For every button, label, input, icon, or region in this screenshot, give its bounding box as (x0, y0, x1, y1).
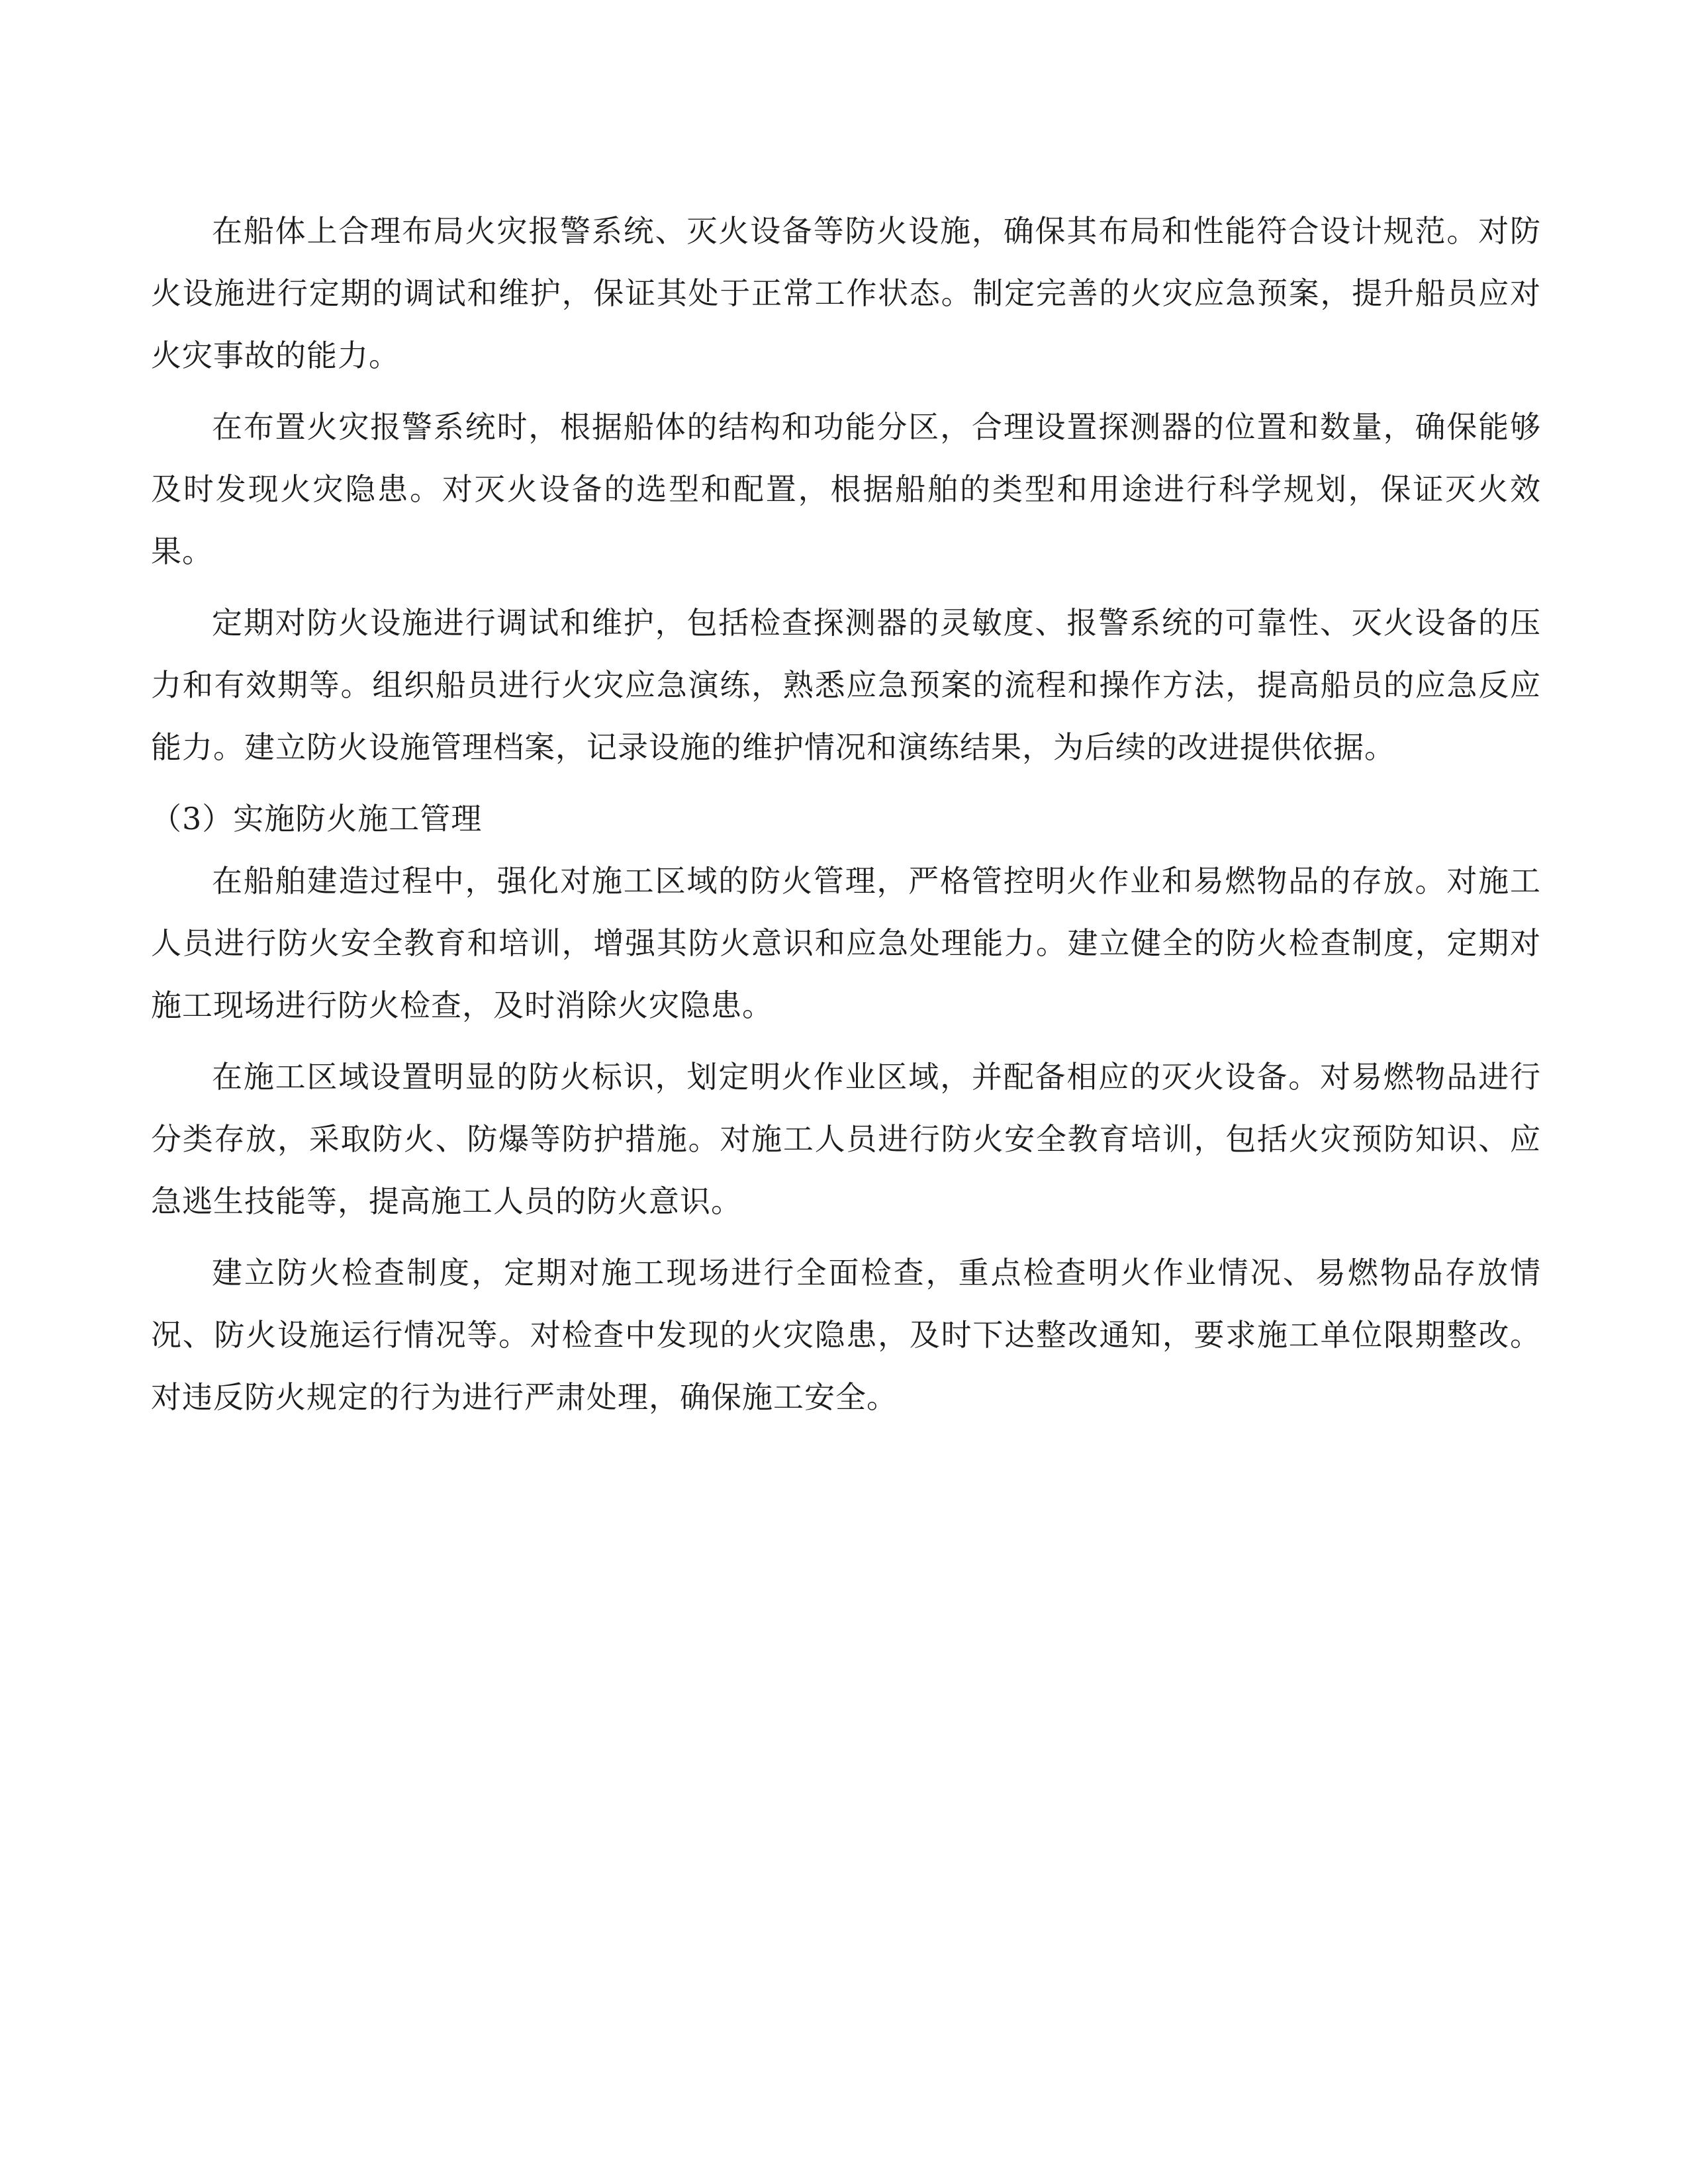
paragraph-fire-inspection-system: 建立防火检查制度，定期对施工现场进行全面检查，重点检查明火作业情况、易燃物品存放情况、防火设施运行情况等。对检查中发现的火灾隐患，及时下达整改通知，要求施工单位限期整改。对违反防火规定的行为进行严肃处理，确保施工安全。 (151, 1255, 1541, 1415)
paragraph-fire-facility-maintenance: 定期对防火设施进行调试和维护，包括检查探测器的灵敏度、报警系统的可靠性、灭火设备的压力和有效期等。组织船员进行火灾应急演练，熟悉应急预案的流程和操作方法，提高船员的应急反应能力。建立防火设施管理档案，记录设施的维护情况和演练结果，为后续的改进提供依据。 (151, 605, 1541, 765)
section-heading: （3）实施防火施工管理 (151, 801, 483, 837)
paragraph-fire-alarm-arrangement: 在布置火灾报警系统时，根据船体的结构和功能分区，合理设置探测器的位置和数量，确保能够及时发现火灾隐患。对灭火设备的选型和配置，根据船舶的类型和用途进行科学规划，保证灭火效果。 (151, 409, 1541, 569)
document-body (151, 200, 1541, 1437)
paragraph-fire-facility-layout: 在船体上合理布局火灾报警系统、灭火设备等防火设施，确保其布局和性能符合设计规范。对防火设施进行定期的调试和维护，保证其处于正常工作状态。制定完善的火灾应急预案，提升船员应对火灾事故的能力。 (151, 213, 1541, 373)
paragraph-construction-fire-management: 在船舶建造过程中，强化对施工区域的防火管理，严格管控明火作业和易燃物品的存放。对施工人员进行防火安全教育和培训，增强其防火意识和应急处理能力。建立健全的防火检查制度，定期对施工现场进行防火检查，及时消除火灾隐患。 (151, 863, 1541, 1023)
paragraph-construction-area-signage: 在施工区域设置明显的防火标识，划定明火作业区域，并配备相应的灭火设备。对易燃物品进行分类存放，采取防火、防爆等防护措施。对施工人员进行防火安全教育培训，包括火灾预防知识、应急逃生技能等，提高施工人员的防火意识。 (151, 1059, 1541, 1219)
